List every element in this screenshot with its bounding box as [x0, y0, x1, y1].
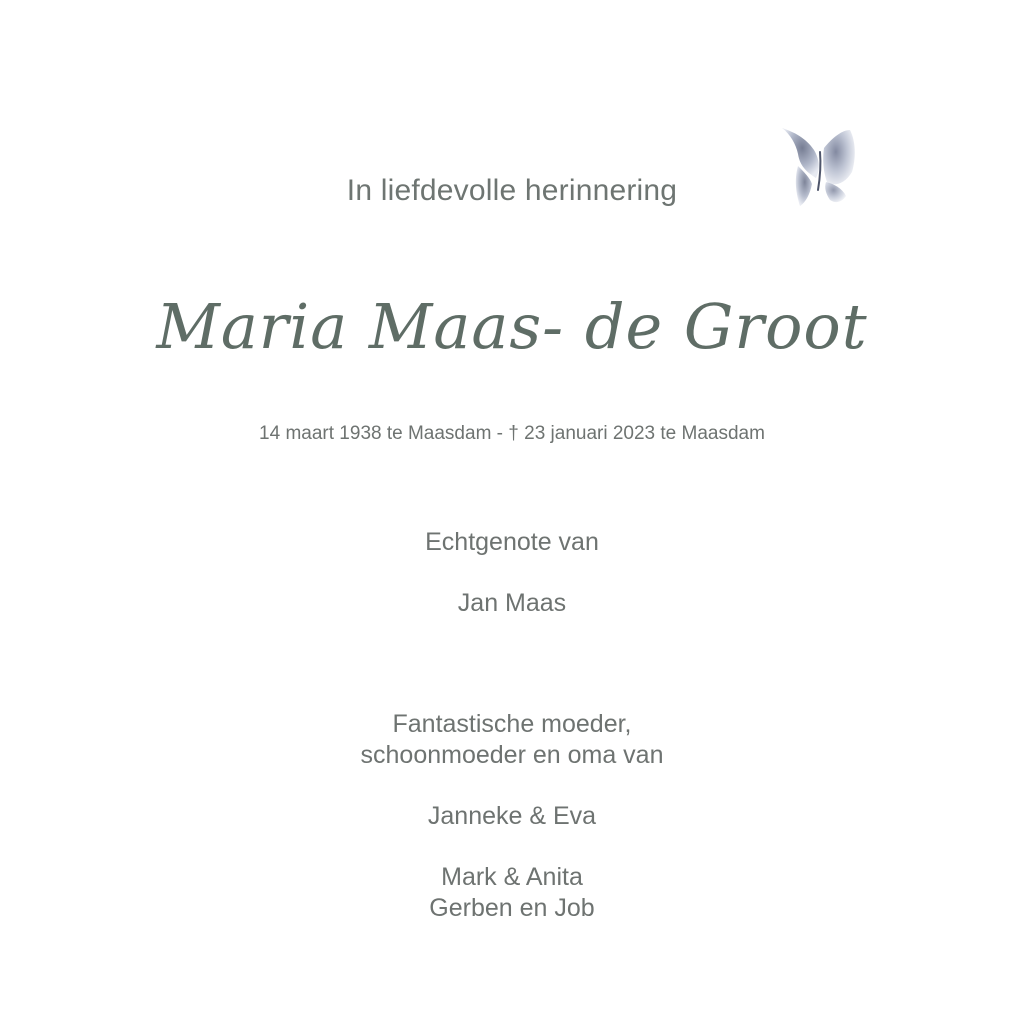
spouse-name: Jan Maas: [457, 589, 567, 617]
family-intro-line-2: schoonmoeder en oma van: [360, 741, 664, 769]
life-dates: 14 maart 1938 te Maasdam - † 23 januari 2023 te Maasdam: [259, 423, 765, 444]
family-member-2-line-1: Mark & Anita: [441, 863, 583, 891]
family-member-1: Janneke & Eva: [427, 802, 597, 830]
family-intro-line-1: Fantastische moeder,: [392, 710, 632, 738]
card-heading: In liefdevolle herinnering: [346, 174, 678, 207]
family-member-2-line-2: Gerben en Job: [429, 894, 595, 922]
spouse-intro: Echtgenote van: [425, 528, 599, 556]
deceased-name: Maria Maas- de Groot: [156, 290, 868, 363]
